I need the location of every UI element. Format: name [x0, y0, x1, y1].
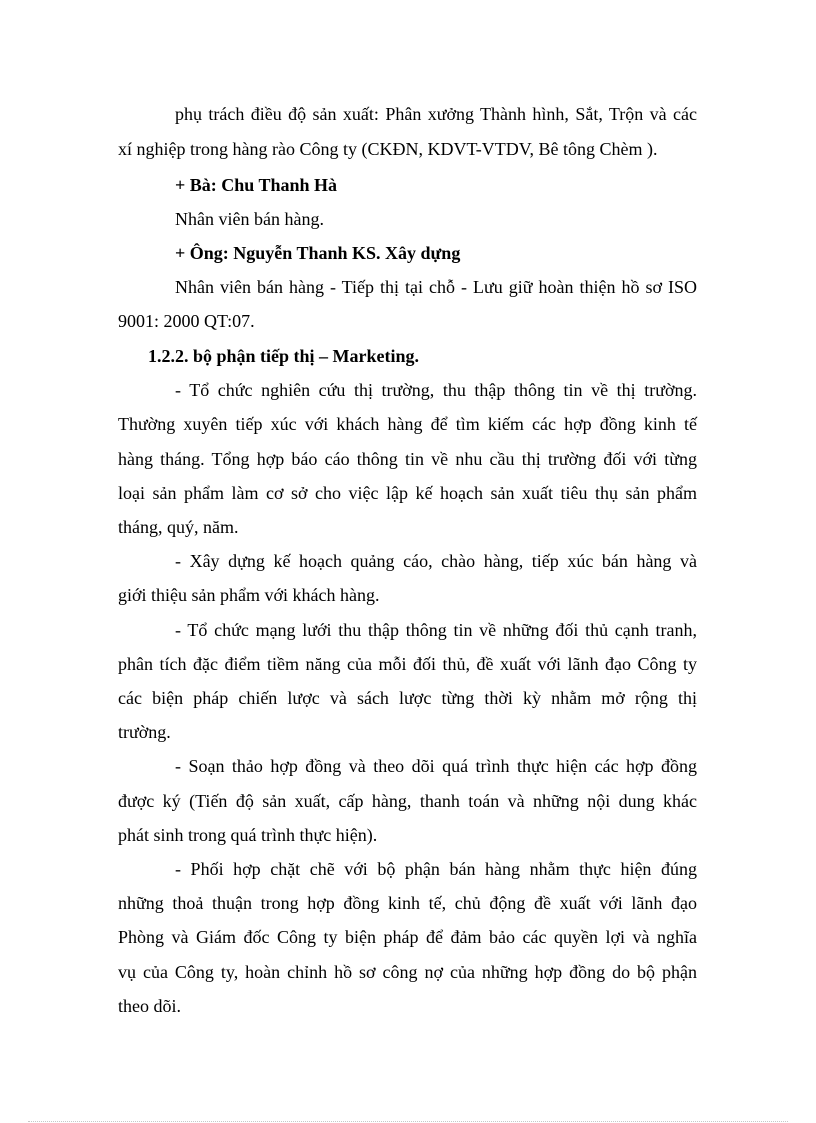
body-line-20: - Soạn thảo hợp đồng và theo dõi quá trình thực hiện các hợp đồng	[175, 756, 697, 776]
body-line-9: - Tổ chức nghiên cứu thị trường, thu thập thông tin về thị trường.	[175, 380, 697, 400]
body-line-15: giới thiệu sản phẩm với khách hàng.	[118, 585, 380, 605]
person-heading-chu-thanh-ha: + Bà: Chu Thanh Hà	[175, 175, 337, 195]
body-line-21: được ký (Tiến độ sản xuất, cấp hàng, thanh toán và những nội dung khác	[118, 791, 697, 811]
body-line-13: tháng, quý, năm.	[118, 517, 239, 537]
body-line-25: Phòng và Giám đốc Công ty biện pháp để đảm bảo các quyền lợi và nghĩa	[118, 927, 697, 947]
body-line-2: xí nghiệp trong hàng rào Công ty (CKĐN, KDVT-VTDV, Bê tông Chèm ).	[118, 139, 658, 159]
body-line-23: - Phối hợp chặt chẽ với bộ phận bán hàng nhằm thực hiện đúng	[175, 859, 697, 879]
body-line-6: Nhân viên bán hàng - Tiếp thị tại chỗ - Lưu giữ hoàn thiện hồ sơ ISO	[175, 277, 697, 297]
body-line-26: vụ của Công ty, hoàn chỉnh hồ sơ công nợ của những hợp đồng do bộ phận	[118, 962, 697, 982]
body-line-10: Thường xuyên tiếp xúc với khách hàng để tìm kiếm các hợp đồng kinh tế	[118, 414, 697, 434]
body-line-1: phụ trách điều độ sản xuất: Phân xưởng Thành hình, Sắt, Trộn và các	[175, 104, 697, 124]
body-line-17: phân tích đặc điểm tiềm năng của mỗi đối thủ, đề xuất với lãnh đạo Công ty	[118, 654, 697, 674]
body-line-19: trường.	[118, 722, 171, 742]
body-line-11: hàng tháng. Tổng hợp báo cáo thông tin về nhu cầu thị trường đối với từng	[118, 449, 697, 469]
body-line-16: - Tổ chức mạng lưới thu thập thông tin về những đối thủ cạnh tranh,	[175, 620, 697, 640]
body-line-12: loại sản phẩm làm cơ sở cho việc lập kế hoạch sản xuất tiêu thụ sản phẩm	[118, 483, 697, 503]
body-line-7: 9001: 2000 QT:07.	[118, 311, 255, 331]
body-line-18: các biện pháp chiến lược và sách lược từng thời kỳ nhằm mở rộng thị	[118, 688, 697, 708]
body-line-14: - Xây dựng kế hoạch quảng cáo, chào hàng, tiếp xúc bán hàng và	[175, 551, 697, 571]
person-heading-nguyen-thanh: + Ông: Nguyễn Thanh KS. Xây dựng	[175, 243, 461, 263]
body-line-24: những thoả thuận trong hợp đồng kinh tế, chủ động đề xuất với lãnh đạo	[118, 893, 697, 913]
page-bottom-divider	[28, 1121, 788, 1122]
body-line-27: theo dõi.	[118, 996, 181, 1016]
section-heading-marketing: 1.2.2. bộ phận tiếp thị – Marketing.	[148, 346, 420, 366]
body-line-22: phát sinh trong quá trình thực hiện).	[118, 825, 378, 845]
person-role-line: Nhân viên bán hàng.	[175, 209, 324, 229]
